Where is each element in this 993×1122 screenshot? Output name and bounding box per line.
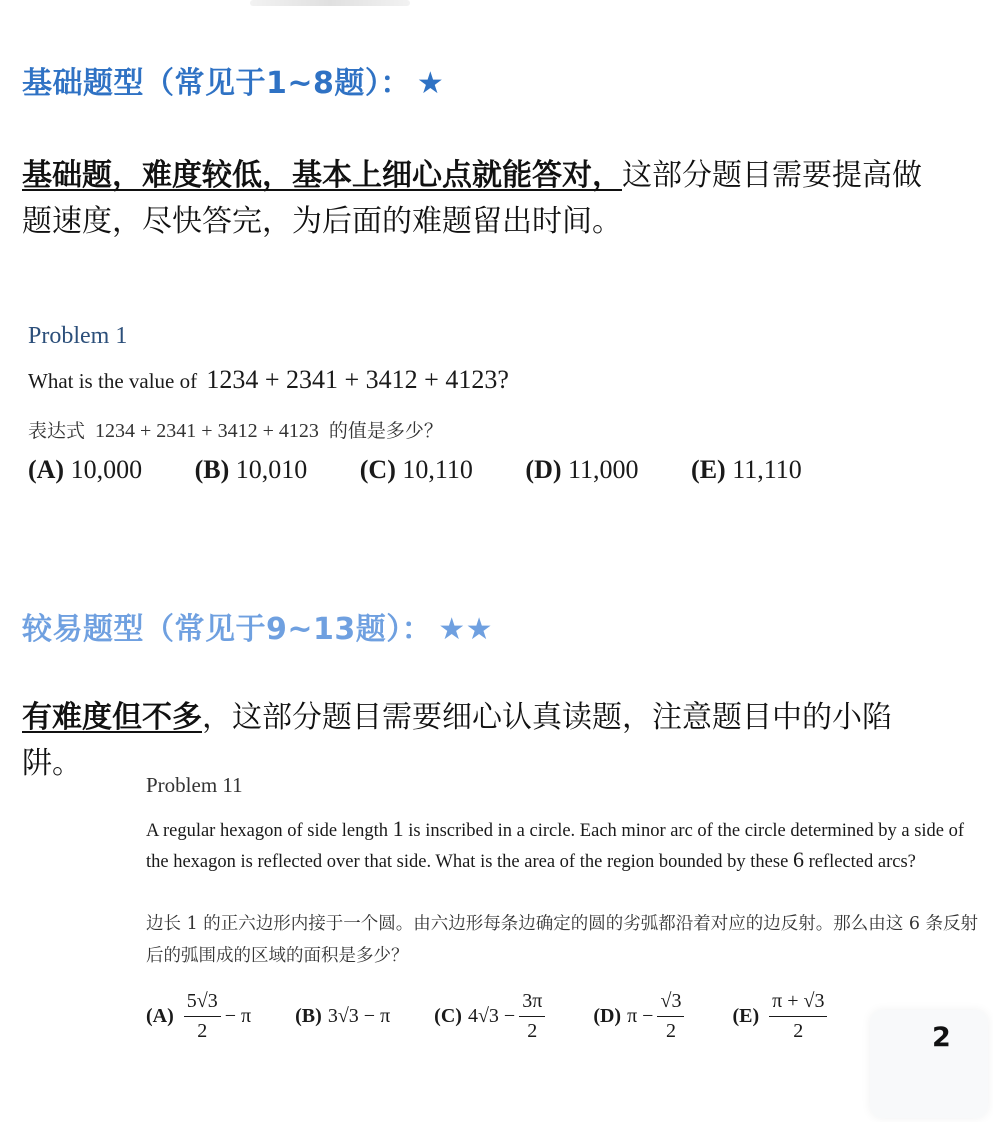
section-description-basic (22, 153, 922, 245)
fraction-denominator: 2 (197, 1020, 208, 1042)
choice-label: (A) (146, 1005, 174, 1027)
question-cn-prefix: 表达式 (28, 420, 86, 442)
question-expression: 1234 + 2341 + 3412 + 4123? (206, 365, 509, 394)
choice-label: (A) (28, 455, 65, 484)
floating-overlay-button[interactable] (870, 1010, 988, 1118)
emphasis-text: 有难度但不多 (22, 700, 202, 735)
problem-1-choices (28, 455, 848, 485)
fraction-denominator: 2 (793, 1020, 804, 1042)
star-rating: ★★ (438, 612, 494, 647)
choice-fraction (657, 990, 684, 1043)
choice-value: 10,110 (402, 455, 473, 484)
description-text: 这部分题目需要提高做题速度，尽快答完，为后面的难题留出时间。 (22, 158, 922, 239)
problem-1-label: Problem 1 (28, 323, 128, 349)
choice-label: (D) (525, 455, 562, 484)
fraction-numerator: π + √3 (769, 990, 827, 1017)
choice-prefix: 4√3 − (467, 1005, 516, 1027)
problem-11-question-en (146, 815, 986, 876)
description-text: ，这部分题目需要细心认真读题，注意题目中的小陷阱。 (22, 700, 892, 781)
choice-label: (B) (295, 1005, 322, 1027)
side-length-value: 1 (392, 816, 404, 841)
top-edge-shadow (250, 0, 410, 6)
section-title-easy (22, 604, 493, 648)
fraction-denominator: 2 (665, 1020, 676, 1042)
choice-fraction (519, 990, 545, 1043)
section-title-text: 较易题型（常见于9~13题）： (22, 612, 433, 647)
choice-fraction (769, 990, 827, 1043)
choice-label: (D) (593, 1005, 622, 1027)
choice-b (195, 455, 308, 485)
choice-value: 10,010 (235, 455, 308, 484)
choice-value: 10,000 (70, 455, 143, 484)
star-rating: ★ (416, 66, 445, 101)
choice-label: (B) (194, 455, 230, 484)
choice-c (360, 455, 473, 485)
choice-e (691, 455, 802, 485)
problem-11-label: Problem 11 (146, 773, 243, 797)
fraction-numerator: √3 (657, 990, 684, 1017)
choice-e (732, 990, 831, 1043)
question-text: What is the value of (28, 369, 198, 393)
choice-d (525, 455, 638, 485)
question-text-part2: is inscribed in a circle. Each minor arc of the circle determined by a side of the hexagon is reflected over that side. What is the area of the region bounded by these (146, 821, 965, 872)
section-title-text: 基础题型（常见于1~8题）： (22, 66, 411, 101)
fraction-denominator: 2 (527, 1020, 538, 1042)
choice-label: (E) (732, 1005, 760, 1027)
choice-prefix: π − (627, 1005, 654, 1027)
question-text-part1: A regular hexagon of side length (146, 821, 388, 841)
choice-value: 11,000 (568, 455, 639, 484)
choice-a (146, 990, 251, 1043)
fraction-numerator: 3π (519, 990, 545, 1017)
problem-1-question-cn (28, 416, 443, 443)
fraction-numerator: 5√3 (184, 990, 221, 1017)
choice-b (295, 1005, 390, 1028)
emphasis-text: 基础题，难度较低，基本上细心点就能答对， (22, 158, 622, 193)
question-text-part3: reflected arcs? (808, 851, 916, 872)
choice-label: (C) (434, 1005, 462, 1027)
choice-d (593, 990, 688, 1043)
problem-11-question-cn: 边长 1 的正六边形内接于一个圆。由六边形每条边确定的圆的劣弧都沿着对应的边反射。那么由这 6 条反射后的弧围成的区域的面积是多少？ (146, 914, 979, 966)
problem-1-question-en (28, 365, 509, 395)
choice-value: 11,110 (732, 455, 802, 484)
question-cn-expression: 1234 + 2341 + 3412 + 4123 (95, 420, 319, 442)
question-cn-suffix: 的值是多少？ (328, 420, 443, 442)
choice-fraction (184, 990, 221, 1043)
choice-value: 3√3 − π (327, 1005, 391, 1027)
arc-count-value: 6 (792, 846, 804, 872)
choice-c (434, 990, 549, 1043)
problem-11-choices (146, 990, 875, 1043)
section-title-basic (22, 58, 444, 102)
choice-label: (C) (359, 455, 396, 484)
choice-a (28, 455, 142, 485)
choice-suffix: − π (224, 1005, 252, 1027)
page-number: 2 (932, 1022, 951, 1053)
choice-label: (E) (691, 455, 726, 484)
